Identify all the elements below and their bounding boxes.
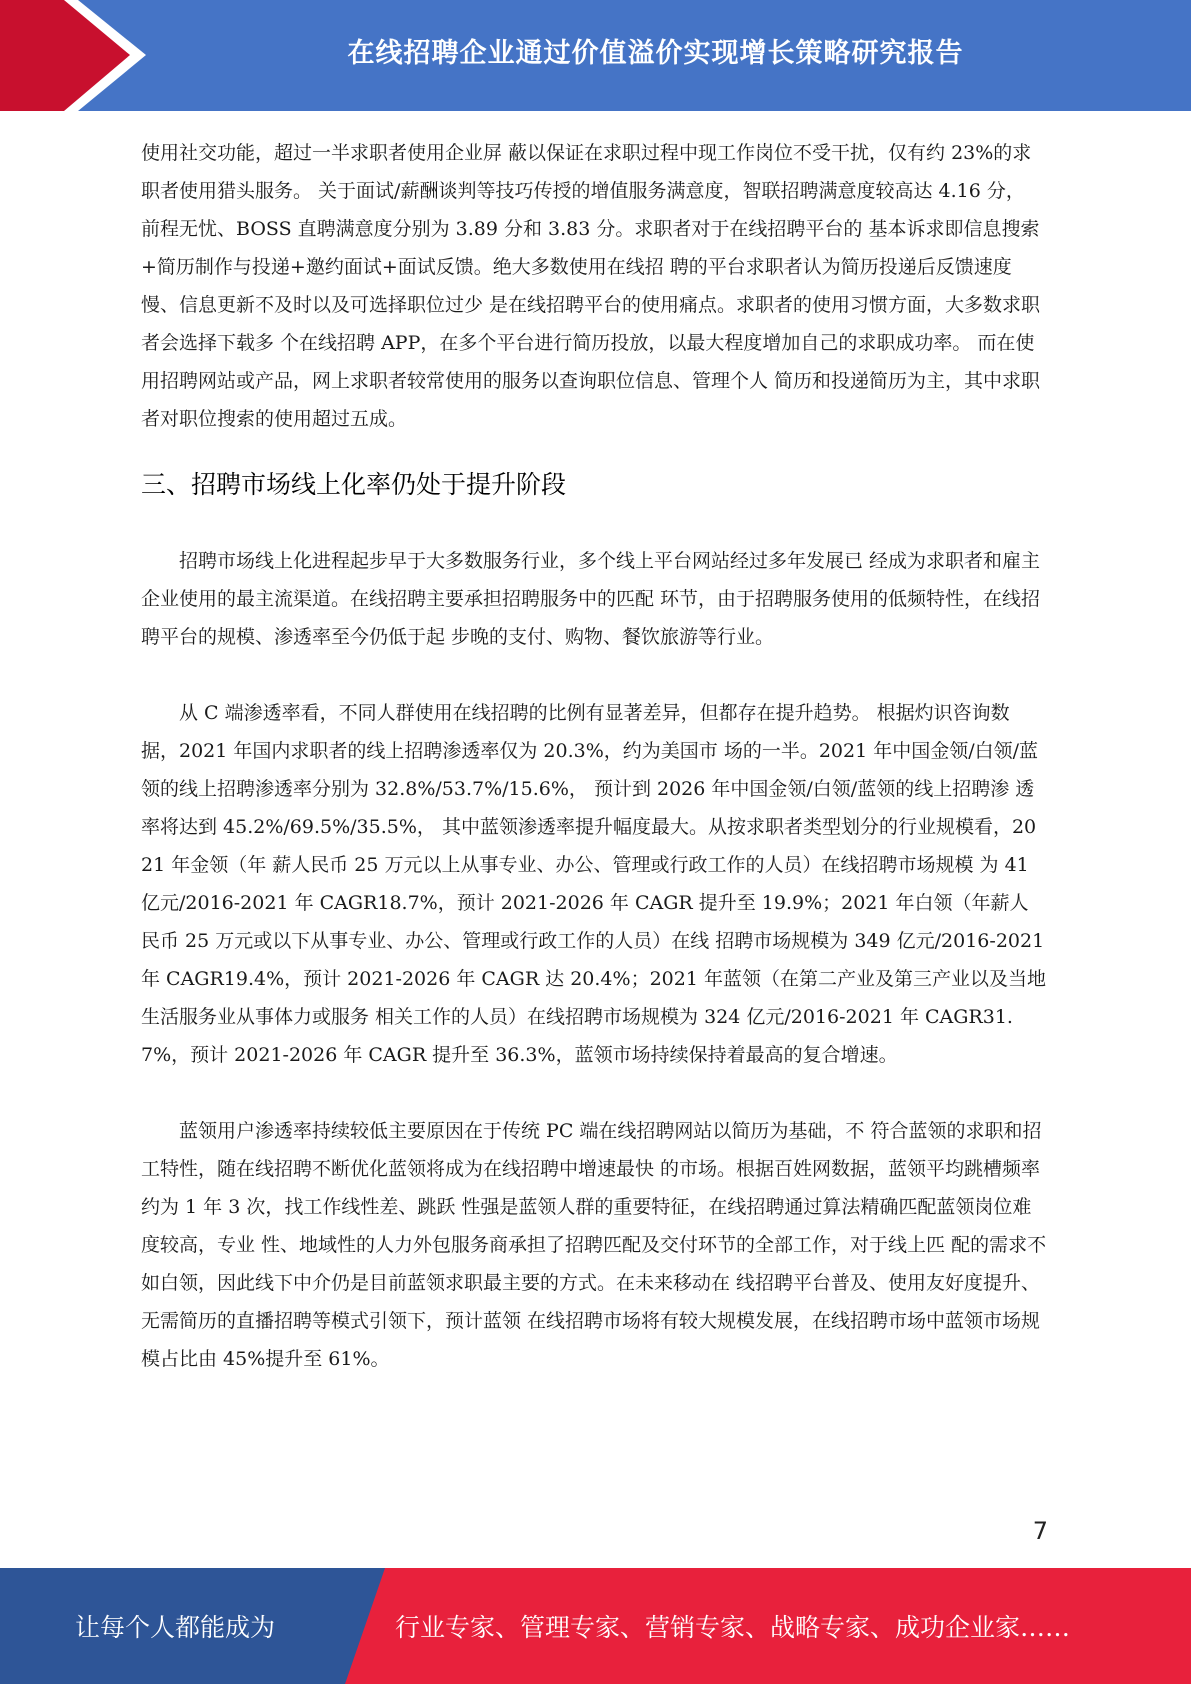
page-content <box>141 134 1047 1378</box>
report-title: 在线招聘企业通过价值溢价实现增长策略研究报告 <box>347 37 964 69</box>
body-paragraph: 蓝领用户渗透率持续较低主要原因在于传统 PC 端在线招聘网站以简历为基础，不 符合蓝领的求职和招工特性，随在线招聘不断优化蓝领将成为在线招聘中增速最快 的市场。根据百姓网数据，蓝领平均跳槽频率约为 1 年 3 次，找工作线性差、跳跃 性强是蓝领人群的重要特征，在线招聘通过算法精确匹配蓝领岗位难度较高，专业 性、地域性的人力外包服务商承担了招聘匹配及交付环节的全部工作，对于线上匹 配的需求不如白领，因此线下中介仍是目前蓝领求职最主要的方式。在未来移动在 线招聘平台普及、使用友好度提升、无需简历的直播招聘等模式引领下，预计蓝领 在线招聘市场将有较大规模发展，在线招聘市场中蓝领市场规模占比由 45%提升至 61%。 <box>141 1120 1047 1370</box>
body-paragraph: 从 C 端渗透率看，不同人群使用在线招聘的比例有显著差异，但都存在提升趋势。 根据灼识咨询数据，2021 年国内求职者的线上招聘渗透率仅为 20.3%，约为美国市 场的一半。2021 年中国金领/白领/蓝领的线上招聘渗透率分别为 32.8%/53.7%/15.6%， 预计到 2026 年中国金领/白领/蓝领的线上招聘渗 透率将达到 45.2%/69.5%/35.5%， 其中蓝领渗透率提升幅度最大。从按求职者类型划分的行业规模看，2021 年金领（年 薪人民币 25 万元以上从事专业、办公、管理或行政工作的人员）在线招聘市场规模 为 41 亿元/2016-2021 年 CAGR18.7%，预计 2021-2026 年 CAGR 提升至 19.9%；2021 年白领（年薪人民币 25 万元或以下从事专业、办公、管理或行政工作的人员）在线 招聘市场规模为 349 亿元/2016-2021 年 CAGR19.4%，预计 2021-2026 年 CAGR 达 20.4%；2021 年蓝领（在第二产业及第三产业以及当地生活服务业从事体力或服务 相关工作的人员）在线招聘市场规模为 324 亿元/2016-2021 年 CAGR31.7%，预计 2021-2026 年 CAGR 提升至 36.3%，蓝领市场持续保持着最高的复合增速。 <box>141 702 1046 1066</box>
page-number: 7 <box>1032 1517 1048 1545</box>
footer-slogan-right: 行业专家、管理专家、营销专家、战略专家、成功企业家…… <box>395 1613 1071 1642</box>
section-heading: 三、招聘市场线上化率仍处于提升阶段 <box>141 470 567 499</box>
body-paragraph: 招聘市场线上化进程起步早于大多数服务行业，多个线上平台网站经过多年发展已 经成为求职者和雇主企业使用的最主流渠道。在线招聘主要承担招聘服务中的匹配 环节，由于招聘服务使用的低频特性，在线招聘平台的规模、渗透率至今仍低于起 步晚的支付、购物、餐饮旅游等行业。 <box>141 550 1041 648</box>
header-arrow-decoration <box>0 0 160 111</box>
footer-slogan-left: 让每个人都能成为 <box>74 1613 275 1642</box>
intro-paragraph: 使用社交功能，超过一半求职者使用企业屏 蔽以保证在求职过程中现工作岗位不受干扰，仅有约 23%的求职者使用猎头服务。 关于面试/薪酬谈判等技巧传授的增值服务满意度，智联招聘满意度较高达 4.16 分， 前程无忧、BOSS 直聘满意度分别为 3.89 分和 3.83 分。求职者对于在线招聘平台的 基本诉求即信息搜索+简历制作与投递+邀约面试+面试反馈。绝大多数使用在线招 聘的平台求职者认为简历投递后反馈速度慢、信息更新不及时以及可选择职位过少 是在线招聘平台的使用痛点。求职者的使用习惯方面，大多数求职者会选择下载多 个在线招聘 APP，在多个平台进行简历投放，以最大程度增加自己的求职成功率。 而在使用招聘网站或产品，网上求职者较常使用的服务以查询职位信息、管理个人 简历和投递简历为主，其中求职者对职位搜索的使用超过五成。 <box>141 142 1041 430</box>
page-header <box>0 0 1191 111</box>
page-footer <box>0 1568 1191 1684</box>
